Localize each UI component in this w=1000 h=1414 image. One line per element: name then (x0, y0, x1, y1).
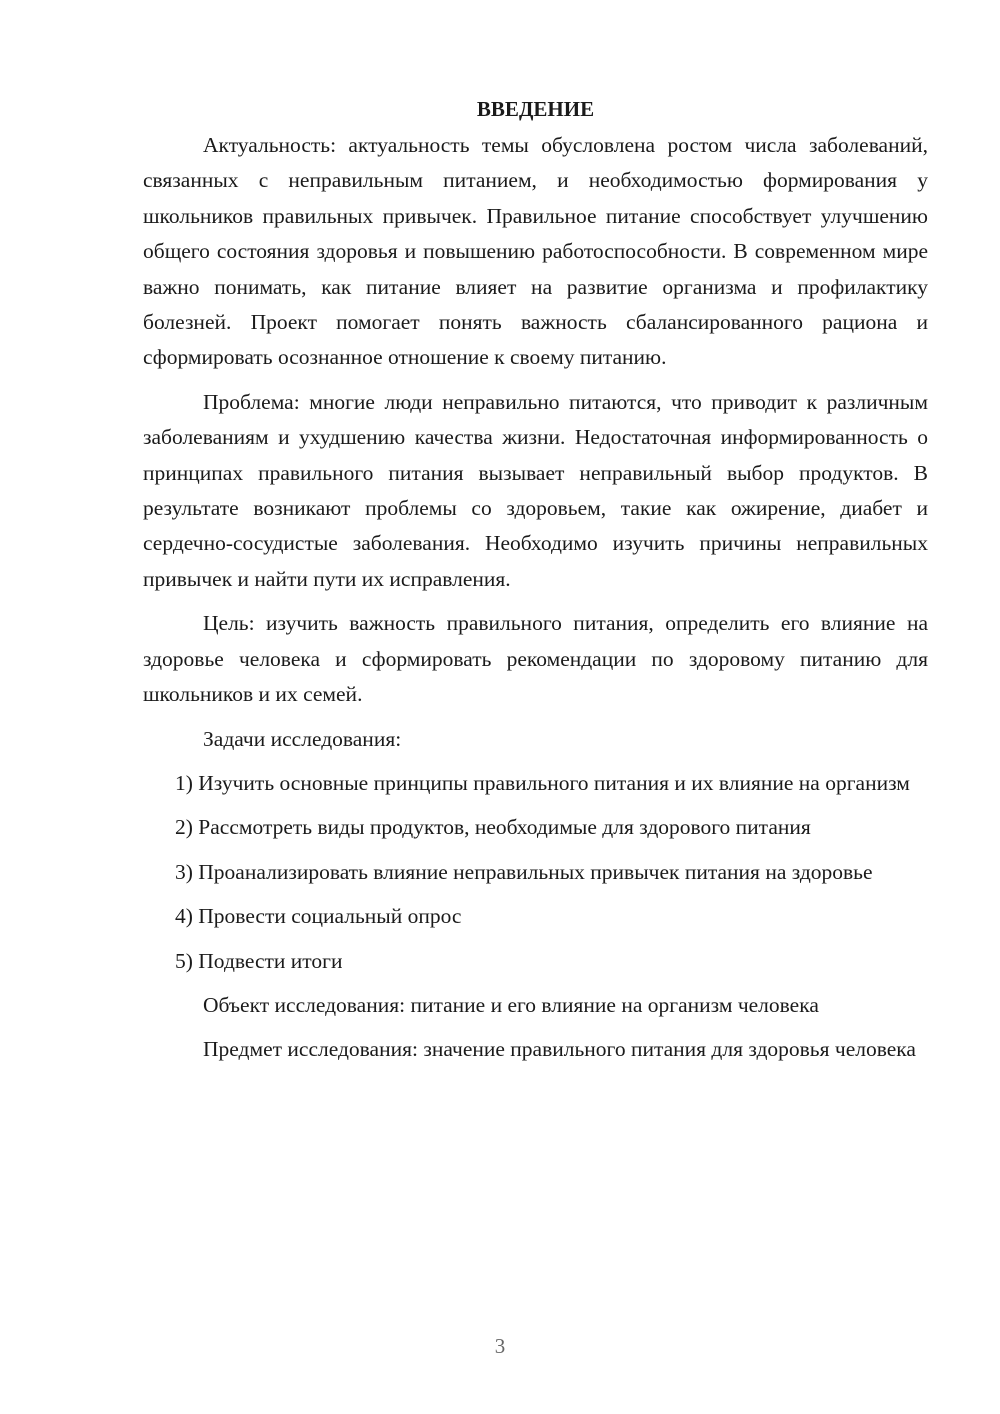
problem-paragraph: Проблема: многие люди неправильно питаются, что приводит к различным заболеваниям и ухудшению качества жизни. Недостаточная информированность о принципах правильного питания вызывает неправильный выбор продуктов. В результате возникают проблемы со здоровьем, такие как ожирение, диабет и сердечно-сосудистые заболевания. Необходимо изучить причины неправильных привычек и найти пути их исправления. (143, 389, 928, 591)
task-item-3: 3) Проанализировать влияние неправильных привычек питания на здоровье (175, 859, 873, 884)
page-number: 3 (494, 1334, 506, 1358)
goal-paragraph: Цель: изучить важность правильного питания, определить его влияние на здоровье человека и сформировать рекомендации по здоровому питанию для школьников и их семей. (143, 611, 928, 707)
research-object-paragraph: Объект исследования: питание и его влияние на организм человека (203, 992, 819, 1017)
research-subject-paragraph: Предмет исследования: значение правильного питания для здоровья человека (203, 1037, 916, 1062)
task-item-2: 2) Рассмотреть виды продуктов, необходимые для здорового питания (175, 815, 811, 840)
page-title: ВВЕДЕНИЕ (476, 97, 595, 121)
task-item-4: 4) Провести социальный опрос (175, 904, 462, 929)
document-page (143, 94, 928, 1068)
tasks-title: Задачи исследования: (203, 726, 402, 751)
task-item-1: 1) Изучить основные принципы правильного питания и их влияние на организм (175, 770, 910, 795)
relevance-paragraph: Актуальность: актуальность темы обусловлена ростом числа заболеваний, связанных с неправильным питанием, и необходимостью формирования у школьников правильных привычек. Правильное питание способствует улучшению общего состояния здоровья и повышению работоспособности. В современном мире важно понимать, как питание влияет на развитие организма и профилактику болезней. Проект помогает понять важность сбалансированного рациона и сформировать осознанное отношение к своему питанию. (143, 133, 928, 370)
task-item-5: 5) Подвести итоги (175, 948, 343, 973)
